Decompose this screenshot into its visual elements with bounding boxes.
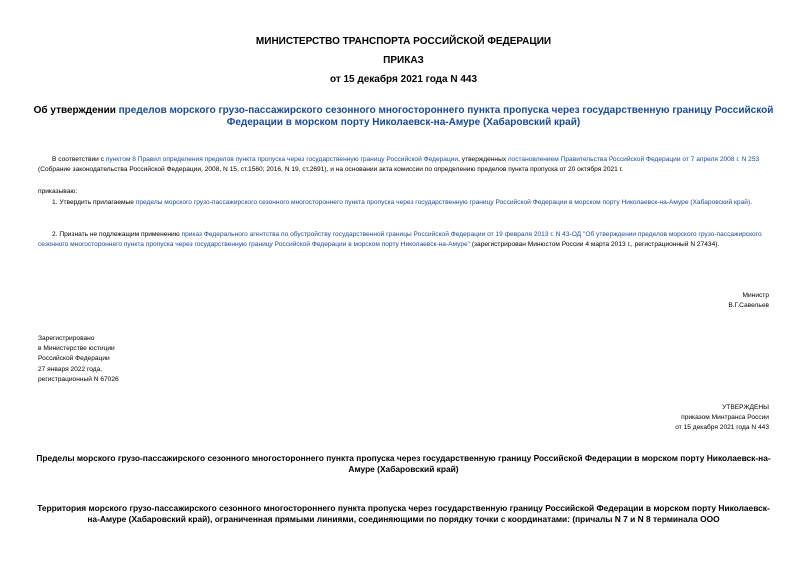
- doc-type-heading: ПРИКАЗ: [383, 55, 424, 66]
- para1-text-3: (Собрание законодательства Российской Федерации, 2008, N 15, ст.1560; 2016, N 19, ст.2691), и на основании акта комиссии по определению пределов пункта пропуска от 20 октября 2021 г.: [38, 166, 624, 173]
- para1-link-resolution[interactable]: постановлением Правительства Российской Федерации от 7 апреля 2008 г. N 253: [507, 156, 760, 163]
- orders-text: приказываю:: [38, 188, 78, 195]
- para1-text-1: В соответствии с: [52, 156, 106, 163]
- item1-text-1: 1. Утвердить прилагаемые: [52, 199, 136, 206]
- registration-block: [38, 334, 119, 385]
- approved-line-3: от 15 декабря 2021 года N 443: [675, 424, 769, 431]
- section-title: Пределы морского грузо-пассажирского сезонного многостороннего пункта пропуска через государственную границу Российской Федерации в морском порту Николаевск-на-Амуре (Хабаровский край): [36, 453, 771, 474]
- registration-line-2: в Министерстве юстиции: [38, 345, 115, 353]
- item1-text-2: .: [750, 199, 752, 206]
- document-title: [30, 105, 777, 129]
- item2-text-1: 2. Признать не подлежащим применению: [52, 231, 182, 238]
- item2-text-2: (зарегистрирован Минюстом России 4 марта 2013 г., регистрационный N 27434).: [470, 241, 720, 248]
- doc-date-number: от 15 декабря 2021 года N 443: [329, 74, 478, 85]
- approved-line-2: приказом Минтранса России: [681, 414, 769, 421]
- title-prefix: Об утверждении: [33, 105, 119, 116]
- registration-line-4: 27 января 2022 года,: [38, 365, 103, 373]
- item2-link[interactable]: приказ Федерального агентства по обустройству государственной границы Российской Федерации от 19 февраля 2013 г. N 43-ОД "Об утверждении пределов морского грузо-пассажирского сезонного многостороннего пункта пропуска через государственную границу Российской Федерации в морском порту Николаевск-на-Амуре": [38, 231, 762, 248]
- approved-line-1: УТВЕРЖДЕНЫ: [722, 404, 769, 411]
- item-2: [38, 230, 770, 250]
- item1-link[interactable]: пределы морского грузо-пассажирского сезонного многостороннего пункта пропуска через государственную границу Российской Федерации в морском порту Николаевск-на-Амуре (Хабаровский край): [135, 199, 751, 206]
- title-link[interactable]: пределов морского грузо-пассажирского сезонного многостороннего пункта пропуска через государственную границу Российской Федерации в морском порту Николаевск-на-Амуре (Хабаровский край): [118, 105, 774, 128]
- registration-line-3: Российской Федерации: [38, 355, 110, 363]
- registration-line-1: Зарегистрировано: [38, 335, 95, 342]
- signature-position: Министр: [742, 292, 769, 299]
- item-1: [38, 198, 770, 208]
- approved-block: [675, 403, 769, 433]
- para1-text-2: , утвержденных: [458, 156, 508, 163]
- signature-block: [728, 291, 769, 311]
- registration-line-5: регистрационный N 67026: [38, 375, 119, 383]
- ministry-heading: МИНИСТЕРСТВО ТРАНСПОРТА РОССИЙСКОЙ ФЕДЕРАЦИИ: [255, 36, 552, 47]
- paragraph-basis: [38, 155, 770, 175]
- signature-name: В.Г.Савельев: [728, 302, 769, 309]
- territory-paragraph: Территория морского грузо-пассажирского сезонного многостороннего пункта пропуска через государственную границу Российской Федерации в морском порту Николаевск-на-Амуре (Хабаровский край), ограниченная прямыми линиями, соединяющими по порядку точки с координатами: (причалы N 7 и N 8 терминала ООО: [37, 503, 770, 524]
- para1-link-rules[interactable]: пунктом 8 Правил определения пределов пункта пропуска через государственную границу Российской Федерации: [105, 156, 459, 163]
